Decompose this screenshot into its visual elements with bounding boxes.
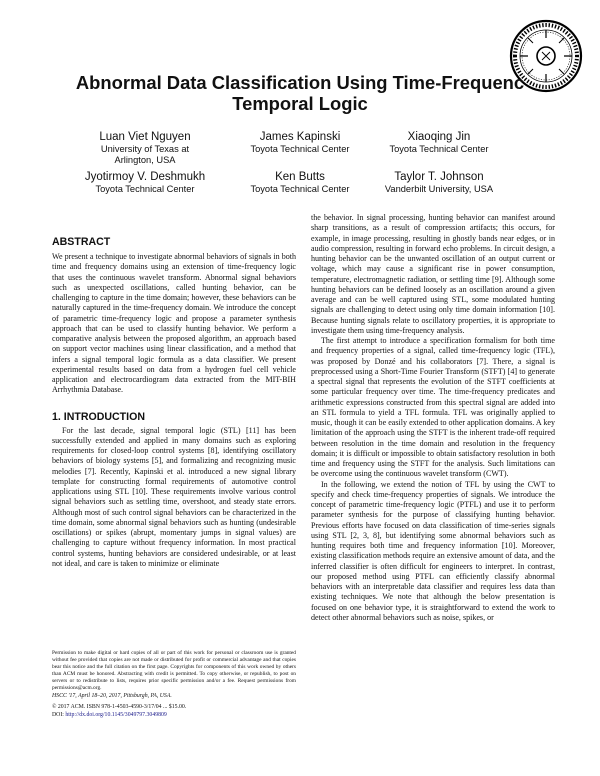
introduction-paragraph: For the last decade, signal temporal logic (STL) [11] has been successfully extended and applied in many domains such as exploring requirements for closed-loop control systems [8], identifying oscillatory behaviors of biology systems [5], and formalizing and recognizing music melodies [7]. Recently, Kapinski et al. introduced a new signal library template for constructing formal requirements of automotive control applications using STL [10]. These requirements involve various control signal behaviors such as settling time, overshoot, and steady state errors. Although most of such control signal behaviors can be characterized in the time domain, some abnormal signal behaviors such as hunting (undesirable oscillations) or spikes (abrupt, momentary jumps in signal values) are challenging to capture without frequency information. In most practical control systems, hunting behaviors are considered undesirable, or at least not ideal, and care is taken to minimize or eliminate xyxy=(52,425,296,568)
paper-title xyxy=(60,72,540,114)
doi-label: DOI: xyxy=(52,712,64,718)
author-block xyxy=(70,170,220,195)
author-block xyxy=(225,170,375,195)
author-name: Ken Butts xyxy=(275,171,325,183)
abstract-text: We present a technique to investigate abnormal behaviors of signals in both time and frequency domains using an extension of time-frequency logic that uses the continuous wavelet transform. Abnormal signal behaviors such as unexpected oscillations, called hunting behavior, can be challenging to capture in the time domain; however, these behaviors can be naturally captured in the time-frequency domain. We introduce the concept of parametric time-frequency logic and propose a parameter synthesis approach that can be used to classify hunting behavior. We perform a comparative analysis between the proposed algorithm, an approach based on support vector machines using linear classification, and a method that infers a signal temporal logic formula as a data classifier. We present experimental results based on data from a hydrogen fuel cell vehicle application and electrocardiogram data extracted from the MIT-BIH Arrhythmia Database. xyxy=(52,252,296,395)
right-column xyxy=(311,213,555,623)
author-name: James Kapinski xyxy=(259,131,341,143)
author-affiliation: Toyota Technical Center xyxy=(389,144,489,154)
author-affiliation-line-2: Arlington, USA xyxy=(114,154,176,165)
author-name: Xiaoqing Jin xyxy=(407,131,471,143)
title-line-2: Temporal Logic xyxy=(232,93,368,114)
left-column xyxy=(52,236,296,569)
author-block xyxy=(70,130,220,165)
author-name: Jyotirmoy V. Deshmukh xyxy=(84,171,206,183)
copyright-block xyxy=(52,650,296,719)
abstract-heading: ABSTRACT xyxy=(52,236,111,248)
author-block xyxy=(364,170,514,195)
author-affiliation: Vanderbilt University, USA xyxy=(384,184,494,194)
author-block xyxy=(364,130,514,155)
author-name: Luan Viet Nguyen xyxy=(99,131,191,143)
body-paragraph: The first attempt to introduce a specification formalism for both time and frequency properties of a signal, called time-frequency logic (TFL), was proposed by Donzé and his collaborators [7]. There, a signal is preprocessed using a Short-Time Fourier Transform (STFT) [4] to generate a spectral signal that represents the evolution of the STFT coefficients at some particular frequency over time. The time-frequency predicates and arithmetic expressions constructed from this spectral signal are added into an STL formula to yield a TFL formula. TFL was originally applied to music, though it can be easily extended to other application domains. A key limitation of the approach using the STFT is the inherent trade-off required between resolution in the time domain and resolution in the frequency domain; it is difficult or impossible to obtain satisfactory resolution in both time and frequency using the STFT for the analysis. Such limitations can be overcome using the continuous wavelet transform (CWT). xyxy=(311,336,555,479)
author-affiliation: Toyota Technical Center xyxy=(95,184,195,194)
author-affiliation: Toyota Technical Center xyxy=(250,144,350,154)
doi-link[interactable]: http://dx.doi.org/10.1145/3049797.3049809 xyxy=(65,712,167,718)
author-name: Taylor T. Johnson xyxy=(394,171,484,183)
author-block xyxy=(225,130,375,155)
isbn-line: © 2017 ACM. ISBN 978-1-4503-4590-3/17/04 ... $15.00. xyxy=(52,704,187,710)
author-affiliation: University of Texas at xyxy=(100,144,190,154)
conference-info: HSCC '17, April 18–20, 2017, Pittsburgh, PA, USA. xyxy=(52,693,172,699)
author-affiliation: Toyota Technical Center xyxy=(250,184,350,194)
body-paragraph: In the following, we extend the notion of TFL by using the CWT to specify and check time-frequency properties of signals. We introduce the concept of parametric time-frequency logic (PTFL) and use it to perform parameter synthesis for the purpose of classifying hunting behavior. Previous efforts have focused on data classification of time-series signals using STL [2, 3, 8], but identifying some abnormal behaviors such as hunting requires both time and frequency information [10]. Moreover, existing classification methods require an extensive amount of data, and the inferred classifier is often difficult for engineers to interpret. In contrast, our proposed method using PTFL can efficiently classify abnormal behaviors with an interpretable data classifier and requires less data than existing techniques. We note that although the below presentation is focused on one behavior type, it is straightforward to extend the work to detect other abnormal behaviors such as noise, spikes, or xyxy=(311,479,555,622)
permission-notice: Permission to make digital or hard copies of all or part of this work for personal or classroom use is granted without fee provided that copies are not made or distributed for profit or commercial advantage and that copies bear this notice and the full citation on the first page. Copyrights for components of this work owned by others than ACM must be honored. Abstracting with credit is permitted. To copy otherwise, or republish, to post on servers or to redistribute to lists, requires prior specific permission and/or a fee. Request permissions from permissions@acm.org. xyxy=(52,650,296,691)
doi-line xyxy=(52,712,296,719)
title-line-1: Abnormal Data Classification Using Time-Frequenc xyxy=(75,72,525,93)
introduction-heading: 1. INTRODUCTION xyxy=(52,410,145,423)
body-paragraph: the behavior. In signal processing, hunting behavior can manifest around sharp transitions, as a result of compression artifacts; this occurs, for example, in image processing, resulting in ghostly bands near edges, or in audio compression, resulting in forward echo problems. In circuit design, a hunting behavior can be the unwanted oscillation of an output current or voltage, which may cause a significant rise in power consumption, temperature, electromagnetic radiation, or settling time [9]. Although some hunting behaviors can be defined loosely as an oscillation around a given average and can be well captured using STL, some modulated hunting signals are challenging to detect using only time domain information [10]. Because hunting signals relate to oscillatory properties, it is appropriate to investigate them using time-frequency analysis. xyxy=(311,213,555,335)
